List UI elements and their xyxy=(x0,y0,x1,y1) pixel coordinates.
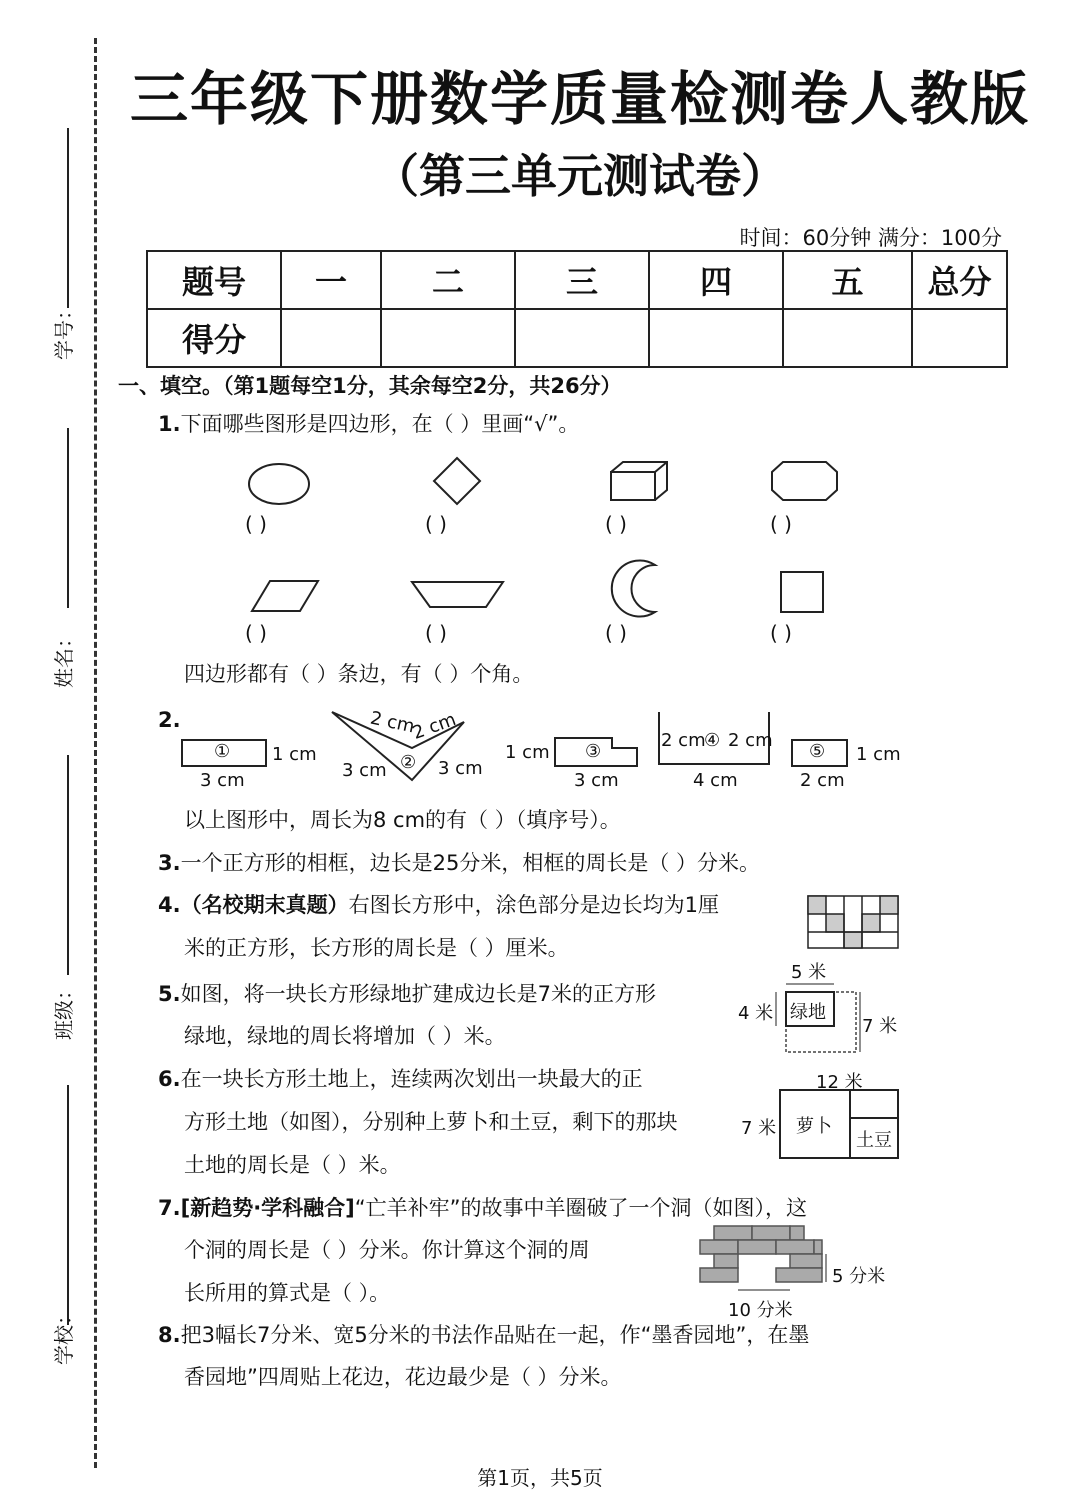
answer-paren[interactable]: ( ) xyxy=(770,512,792,536)
q4-line2: 米的正方形，长方形的周长是（ ）厘米。 xyxy=(184,936,569,960)
name-label: 姓名： xyxy=(52,628,76,688)
q6-top-label: 12 米 xyxy=(816,1072,863,1093)
fig2-top1: 2 cm xyxy=(368,707,417,738)
class-label: 班级： xyxy=(52,980,76,1040)
question-number: 2. xyxy=(158,708,181,732)
score-row-label: 得分 xyxy=(147,309,281,367)
exam-meta: 时间：60分钟 满分：100分 xyxy=(739,226,1002,250)
question-text: 下面哪些图形是四边形，在（ ）里画“√”。 xyxy=(180,412,580,436)
page-title: 三年级下册数学质量检测卷人教版 xyxy=(130,65,1031,133)
section-heading: 一、填空。（第1题每空1分，其余每空2分，共26分） xyxy=(118,374,622,398)
question-number: 6. xyxy=(158,1067,181,1091)
fig4-base: 4 cm xyxy=(693,770,738,791)
answer-paren[interactable]: ( ) xyxy=(425,621,447,645)
fig4-left: 2 cm xyxy=(661,730,706,751)
question-tag: [新趋势·学科融合] xyxy=(180,1196,355,1220)
answer-paren[interactable]: ( ) xyxy=(425,512,447,536)
q6-line2: 方形土地（如图），分别种上萝卜和土豆，剩下的那块 xyxy=(184,1110,678,1134)
q2-text: 以上图形中，周长为8 cm的有（ ）（填序号）。 xyxy=(184,808,621,832)
q7-width-label: 10 分米 xyxy=(728,1300,793,1321)
page-subtitle: （第三单元测试卷） xyxy=(373,149,787,203)
school-label: 学校： xyxy=(52,1305,76,1365)
fig2-left: 3 cm xyxy=(342,760,387,781)
score-header-cell: 题号 xyxy=(147,251,281,309)
question-text: 右图长方形中，涂色部分是边长均为1厘 xyxy=(348,893,719,917)
question-text: 在一块长方形土地上，连续两次划出一块最大的正 xyxy=(180,1067,643,1091)
question-number: 4. xyxy=(158,893,181,917)
q6-left-label: 7 米 xyxy=(741,1118,777,1139)
score-header-cell: 三 xyxy=(515,251,649,309)
fig4-right: 2 cm xyxy=(728,730,773,751)
answer-paren[interactable]: ( ) xyxy=(245,621,267,645)
question-text: 一个正方形的相框，边长是25分米，相框的周长是（ ）分米。 xyxy=(180,851,760,875)
score-header-cell: 总分 xyxy=(912,251,1007,309)
q7-height-label: 5 分米 xyxy=(832,1266,886,1287)
fig4-mark: ④ xyxy=(704,730,721,751)
question-8 xyxy=(158,1323,809,1348)
question-tag: （名校期末真题） xyxy=(180,893,349,917)
question-text: “亡羊补牢”的故事中羊圈破了一个洞（如图），这 xyxy=(354,1196,808,1220)
score-header-cell: 四 xyxy=(649,251,783,309)
q8-line2: 香园地”四周贴上花边，花边最少是（ ）分米。 xyxy=(184,1365,622,1389)
q5-line2: 绿地，绿地的周长将增加（ ）米。 xyxy=(184,1024,506,1048)
page-footer: 第1页，共5页 xyxy=(477,1466,603,1490)
question-text: 如图，将一块长方形绿地扩建成边长是7米的正方形 xyxy=(180,982,656,1006)
score-header-cell: 一 xyxy=(281,251,381,309)
answer-paren[interactable]: ( ) xyxy=(605,621,627,645)
fig1-base: 3 cm xyxy=(200,770,245,791)
score-header-cell: 五 xyxy=(783,251,912,309)
question-number: 5. xyxy=(158,982,181,1006)
q1-summary: 四边形都有（ ）条边，有（ ）个角。 xyxy=(184,662,534,686)
q5-field-label: 绿地 xyxy=(790,1002,826,1023)
question-number: 7. xyxy=(158,1196,181,1220)
fig1-side: 1 cm xyxy=(272,744,317,765)
answer-paren[interactable]: ( ) xyxy=(770,621,792,645)
answer-paren[interactable]: ( ) xyxy=(605,512,627,536)
q7-line3: 长所用的算式是（ ）。 xyxy=(184,1281,391,1305)
q7-line2: 个洞的周长是（ ）分米。你计算这个洞的周 xyxy=(184,1238,590,1262)
fig3-base: 3 cm xyxy=(574,770,619,791)
answer-paren[interactable]: ( ) xyxy=(245,512,267,536)
fig5-base: 2 cm xyxy=(800,770,845,791)
question-number: 1. xyxy=(158,412,181,436)
q5-top-label: 5 米 xyxy=(791,962,827,983)
fig2-right: 3 cm xyxy=(438,758,483,779)
q6-radish-label: 萝卜 xyxy=(796,1116,832,1137)
q6-potato-label: 土豆 xyxy=(856,1130,892,1151)
score-header-cell: 二 xyxy=(381,251,515,309)
q5-left-label: 4 米 xyxy=(738,1003,774,1024)
fig5-mark: ⑤ xyxy=(809,741,826,762)
fig2-top2: 2 cm xyxy=(409,709,459,744)
student-no-label: 学号： xyxy=(52,300,76,360)
q5-right-label: 7 米 xyxy=(862,1016,898,1037)
fig5-side: 1 cm xyxy=(856,744,901,765)
fig1-mark: ① xyxy=(214,741,231,762)
question-number: 8. xyxy=(158,1323,181,1347)
fig3-mark: ③ xyxy=(585,741,602,762)
fig2-mark: ② xyxy=(400,752,417,773)
question-text: 把3幅长7分米、宽5分米的书法作品贴在一起，作“墨香园地”，在墨 xyxy=(180,1323,810,1347)
question-number: 3. xyxy=(158,851,181,875)
fig3-side: 1 cm xyxy=(505,742,550,763)
q6-line3: 土地的周长是（ ）米。 xyxy=(184,1153,401,1177)
